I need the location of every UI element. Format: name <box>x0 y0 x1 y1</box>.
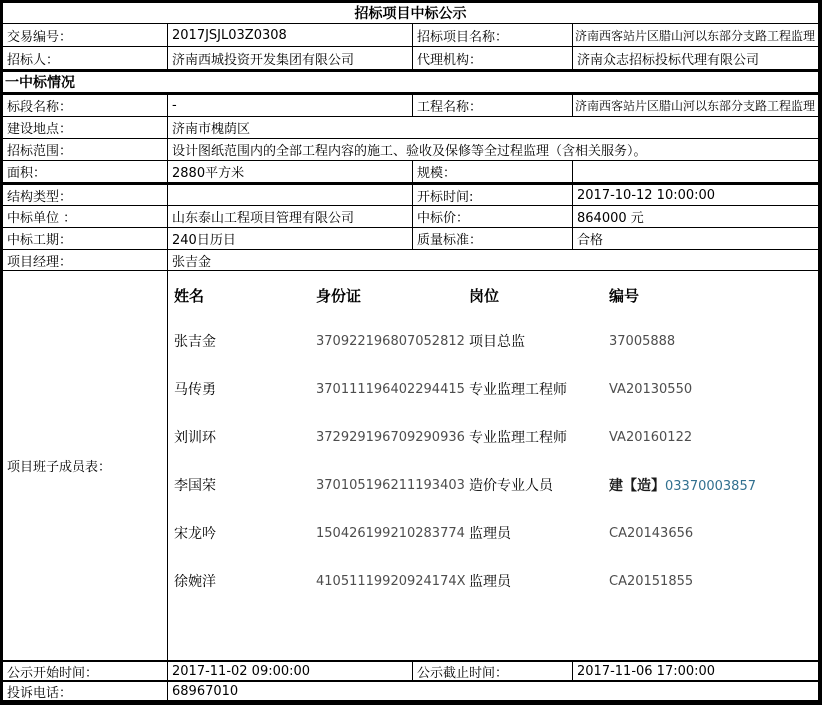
team-header-id-card: 身份证 <box>316 286 362 305</box>
team-table-content <box>168 271 818 660</box>
project-name-label: 工程名称： <box>413 95 573 116</box>
bid-opening-time-label: 开标时间: <box>413 185 573 205</box>
member-id-card: 41051119920924174X <box>316 573 466 589</box>
row-winning-bidder <box>3 206 818 228</box>
member-post: 专业监理工程师 <box>469 382 567 398</box>
row-complaint-phone <box>3 682 818 700</box>
structure-type-label: 结构类型： <box>3 185 168 205</box>
publicity-end-value: 2017-11-06 17:00:00 <box>577 663 716 679</box>
member-cert-digits: 03370003857 <box>665 479 756 494</box>
team-table-label: 项目班子成员表： <box>3 271 168 660</box>
tender-project-label: 招标项目名称： <box>413 24 573 46</box>
row-structure-type <box>3 185 818 206</box>
tenderer-value: 济南西城投资开发集团有限公司 <box>168 47 413 69</box>
member-cert-no: VA20130550 <box>609 381 693 397</box>
agency-label: 代理机构： <box>413 47 573 69</box>
scale-value <box>573 161 818 182</box>
row-area <box>3 161 818 185</box>
row-section-name <box>3 95 818 117</box>
transaction-no-label: 交易编号： <box>3 24 168 46</box>
row-transaction <box>3 24 818 47</box>
member-name: 徐婉洋 <box>174 574 216 590</box>
member-name: 马传勇 <box>174 382 216 398</box>
winning-price-label: 中标价： <box>413 206 573 227</box>
member-post: 监理员 <box>469 526 511 542</box>
section-title: 一中标情况 <box>5 75 75 91</box>
project-manager-label: 项目经理： <box>3 250 168 270</box>
scope-value: 设计图纸范围内的全部工程内容的施工、验收及保修等全过程监理（含相关服务）。 <box>172 144 647 159</box>
area-label: 面积： <box>3 161 168 182</box>
row-tenderer <box>3 47 818 72</box>
row-project-manager <box>3 250 818 271</box>
member-post: 项目总监 <box>469 334 525 350</box>
location-label: 建设地点： <box>3 117 168 138</box>
tenderer-label: 招标人： <box>3 47 168 69</box>
scale-label: 规模： <box>413 161 573 182</box>
team-header-post: 岗位 <box>469 286 500 305</box>
member-cert-no: CA20143656 <box>609 525 694 541</box>
section-header-award-info <box>3 72 818 95</box>
member-id-card: 370922196807052812 <box>316 333 465 349</box>
row-duration <box>3 228 818 250</box>
section-name-label: 标段名称： <box>3 95 168 116</box>
member-name: 刘训环 <box>174 430 216 446</box>
winning-price-value: 864000 元 <box>577 211 644 226</box>
row-publicity-time <box>3 662 818 682</box>
member-id-card: 370111196402294415 <box>316 381 465 397</box>
member-cert-prefix: 建【造】 <box>609 478 665 494</box>
winning-bidder-value: 山东泰山工程项目管理有限公司 <box>168 206 413 227</box>
row-location <box>3 117 818 139</box>
notice-title-row <box>3 3 818 24</box>
member-id-card: 150426199210283774 <box>316 525 465 541</box>
member-cert-no: VA20160122 <box>609 429 693 445</box>
member-id-card: 372929196709290936 <box>316 429 465 445</box>
agency-value: 济南众志招标投标代理有限公司 <box>577 52 760 68</box>
duration-value: 240日历日 <box>168 228 413 249</box>
member-post: 造价专业人员 <box>469 478 553 494</box>
member-cert-no <box>609 475 818 495</box>
transaction-no-value: 2017JSJL03Z0308 <box>168 24 413 46</box>
row-scope <box>3 139 818 161</box>
team-header-cert-no: 编号 <box>609 286 640 305</box>
winning-bidder-label: 中标单位 ： <box>3 206 168 227</box>
bid-opening-time-value: 2017-10-12 10:00:00 <box>577 187 716 203</box>
project-name-value: 济南西客站片区腊山河以东部分支路工程监理 <box>575 99 816 113</box>
complaint-phone-label: 投诉电话： <box>3 682 168 700</box>
location-value: 济南市槐荫区 <box>172 122 251 137</box>
member-id-card: 370105196211193403 <box>316 477 465 493</box>
structure-type-value <box>168 185 413 205</box>
member-name: 张吉金 <box>174 334 216 350</box>
team-header-name: 姓名 <box>174 286 205 305</box>
publicity-start-label: 公示开始时间： <box>3 662 168 680</box>
duration-label: 中标工期： <box>3 228 168 249</box>
team-members-grid <box>168 271 818 605</box>
tender-project-value: 济南西客站片区腊山河以东部分支路工程监理 <box>575 28 816 43</box>
scope-label: 招标范围： <box>3 139 168 160</box>
member-name: 宋龙吟 <box>174 526 216 542</box>
quality-standard-value: 合格 <box>577 233 604 248</box>
member-post: 监理员 <box>469 574 511 590</box>
member-name: 李国荣 <box>174 478 216 494</box>
section-name-value: - <box>168 95 413 116</box>
page-title: 招标项目中标公示 <box>354 6 467 22</box>
row-team-table <box>3 271 818 662</box>
complaint-phone-value: 68967010 <box>172 683 239 699</box>
member-cert-no: 37005888 <box>609 333 676 349</box>
publicity-start-value: 2017-11-02 09:00:00 <box>168 662 413 680</box>
quality-standard-label: 质量标准： <box>413 228 573 249</box>
area-value: 2880平方米 <box>168 161 413 182</box>
publicity-end-label: 公示截止时间： <box>413 662 573 680</box>
member-post: 专业监理工程师 <box>469 430 567 446</box>
member-cert-no: CA20151855 <box>609 573 694 589</box>
project-manager-value: 张吉金 <box>172 254 212 270</box>
